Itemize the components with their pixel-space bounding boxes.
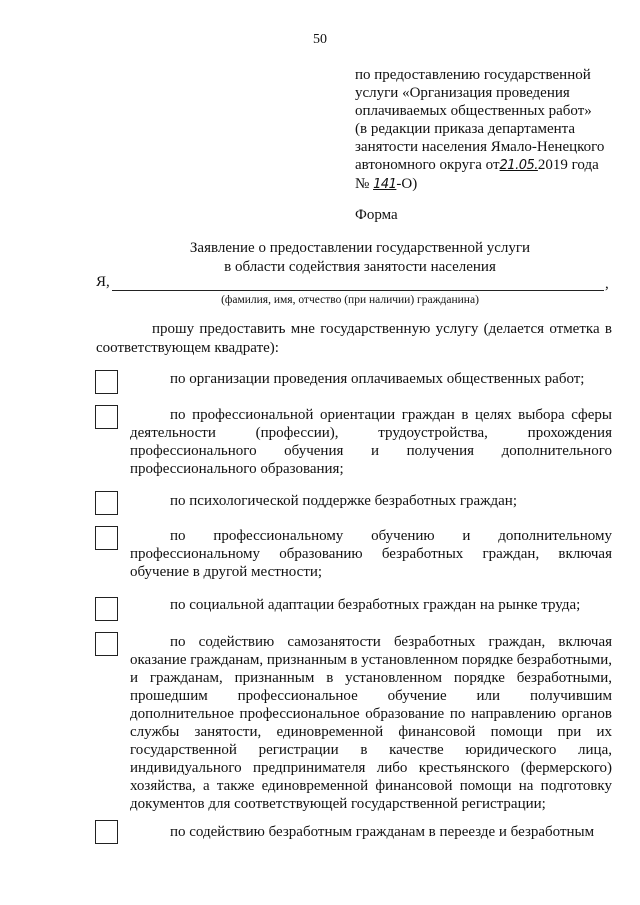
option-5-text: по социальной адаптации безработных граждан на рынке труда; <box>170 597 581 613</box>
header-number-suffix: -О) <box>396 176 418 192</box>
option-text: по содействию безработным гражданам в переезде и безработным <box>170 824 595 840</box>
checkbox-option-4[interactable] <box>95 526 118 550</box>
option-text: по профессиональной ориентации граждан в целях выбора сферы деятельности (профессии), трудоустройства, прохождения профессионального обучения и получения дополнительного профессионального образования; <box>130 407 612 477</box>
checkbox-option-3[interactable] <box>95 491 118 515</box>
option-text: по содействию самозанятости безработных граждан, включая оказание гражданам, признанным в установленном порядке безработными, и гражданам, признанным в установленном порядке безработными, прошедшим профессиональное обучение или получившим дополнительное профессиональное образование по направлению органов службы занятости, единовременной финансовой помощи при их государственной регистрации в качестве юридического лица, индивидуального предпринимателя либо крестьянского (фермерского) хозяйства, а также единовременной финансовой помощи на подготовку документов для соответствующей государственной регистрации; <box>130 634 612 812</box>
option-2-text <box>130 406 612 478</box>
handwritten-date: 21.05. <box>499 158 538 173</box>
title-line-1: Заявление о предоставлении государственной услуги <box>189 240 531 256</box>
header-line: занятости населения Ямало-Ненецкого <box>355 139 605 155</box>
header-line-number <box>355 175 625 194</box>
checkbox-option-6[interactable] <box>95 632 118 656</box>
applicant-prefix: Я, <box>96 274 110 290</box>
header-date-prefix: автономного округа от <box>355 157 500 173</box>
option-3-text: по психологической поддержке безработных граждан; <box>170 493 517 509</box>
header-line: оплачиваемых общественных работ» <box>355 103 592 119</box>
checkbox-option-7[interactable] <box>95 820 118 844</box>
document-title <box>100 239 620 277</box>
request-text: прошу предоставить мне государственную услугу (делается отметка в соответствующем квадрате): <box>96 321 612 356</box>
header-line: услуги «Организация проведения <box>355 85 570 101</box>
option-6-text <box>130 633 612 813</box>
page-number: 50 <box>313 32 327 47</box>
title-line-2: в области содействия занятости населения <box>224 259 496 275</box>
option-4-text <box>130 527 612 581</box>
applicant-caption: (фамилия, имя, отчество (при наличии) гражданина) <box>221 294 479 306</box>
option-text: по профессиональному обучению и дополнительному профессиональному образованию безработных граждан, включая обучение в другой местности; <box>130 528 612 580</box>
applicant-suffix: , <box>605 276 609 292</box>
header-date-suffix: 2019 года <box>537 157 599 173</box>
checkbox-option-5[interactable] <box>95 597 118 621</box>
applicant-name-line[interactable] <box>112 290 604 291</box>
header-line-date <box>355 156 625 175</box>
document-header <box>355 66 625 194</box>
checkbox-option-1[interactable] <box>95 370 118 394</box>
header-line: (в редакции приказа департамента <box>355 121 576 137</box>
header-number-prefix: № <box>355 176 374 192</box>
form-label: Форма <box>355 207 398 223</box>
header-line: по предоставлению государственной <box>355 67 591 83</box>
option-7-text <box>130 823 612 841</box>
option-1-text: по организации проведения оплачиваемых общественных работ; <box>170 371 585 387</box>
checkbox-option-2[interactable] <box>95 405 118 429</box>
handwritten-number: 141 <box>373 177 397 192</box>
